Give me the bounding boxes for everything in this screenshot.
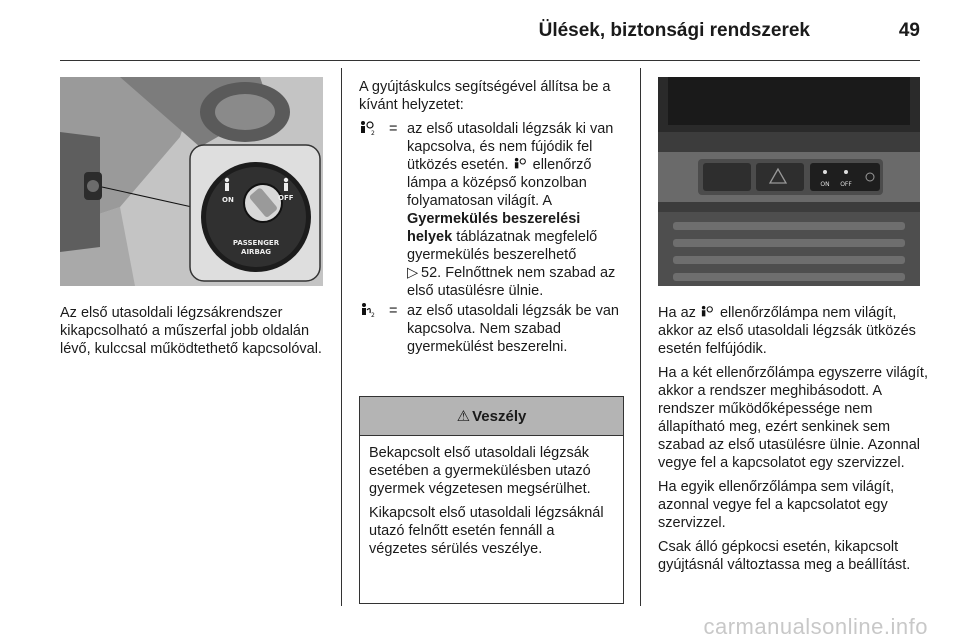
page-number: 49 bbox=[898, 20, 920, 41]
airbag-on-icon bbox=[225, 178, 229, 191]
indicator-item-airbag-off bbox=[359, 120, 629, 300]
svg-text:2: 2 bbox=[371, 130, 375, 136]
console-panel-illustration bbox=[658, 77, 920, 286]
airbag-switch-photo bbox=[60, 77, 323, 286]
column-divider bbox=[341, 68, 342, 606]
col3-paragraph-4: Csak álló gépkocsi esetén, kikapcsolt gyújtásnál változtassa meg a beállítást. bbox=[658, 539, 911, 573]
console-panel-photo bbox=[658, 77, 920, 286]
switch-passenger-label: PASSENGER bbox=[232, 239, 280, 247]
watermark: carmanualsonline.info bbox=[703, 614, 928, 639]
header-rule bbox=[60, 60, 920, 61]
airbag-off-inline-icon bbox=[513, 157, 529, 171]
airbag-off-symbol-icon bbox=[359, 120, 377, 136]
airbag-switch-illustration bbox=[60, 77, 323, 286]
panel-on-label: ON bbox=[820, 181, 830, 188]
panel-off-label: OFF bbox=[840, 181, 852, 188]
danger-paragraph-1: Bekapcsolt első utasoldali légzsák esetében a gyermekülésben utazó gyermek végzetesen megsérülhet. bbox=[369, 445, 591, 497]
equals-sign: = bbox=[389, 121, 398, 137]
col3-paragraph-1 bbox=[658, 304, 928, 358]
warning-triangle-icon: ⚠ bbox=[456, 407, 471, 425]
switch-off-label: OFF bbox=[278, 194, 294, 202]
col3-p1-start: Ha az bbox=[658, 305, 696, 321]
col3-p1-rest: ellenőrzőlámpa nem világít, akkor az első utasoldali légzsák ütközés esetén felfújódik. bbox=[658, 305, 916, 357]
danger-warning-box bbox=[359, 396, 624, 604]
item1-bold-link[interactable]: Gyermekülés beszerelési helyek bbox=[407, 211, 581, 245]
danger-paragraph-2: Kikapcsolt első utasoldali légzsáknál utazó felnőtt esetén fennáll a végzetes sérülés veszélye. bbox=[369, 505, 604, 557]
item1-text-a: az első utasoldali légzsák ki van kapcsolva, és nem fújódik fel ütközés esetén. bbox=[407, 121, 614, 173]
page-header-title: Ülések, biztonsági rendszerek bbox=[538, 20, 810, 41]
airbag-off-icon bbox=[284, 178, 288, 191]
indicator-item-airbag-on bbox=[359, 302, 629, 356]
airbag-on-symbol-icon bbox=[359, 302, 377, 318]
danger-title: Veszély bbox=[472, 407, 527, 425]
switch-on-label: ON bbox=[222, 196, 234, 204]
column-divider bbox=[640, 68, 641, 606]
switch-airbag-label: AIRBAG bbox=[241, 248, 271, 256]
page-ref-icon: ▷ bbox=[407, 265, 419, 281]
col3-paragraph-3: Ha egyik ellenőrzőlámpa sem világít, azonnal vegye fel a kapcsolatot egy szervizzel. bbox=[658, 479, 895, 531]
svg-text:2: 2 bbox=[371, 312, 375, 318]
equals-sign: = bbox=[389, 303, 398, 319]
col3-paragraph-2: Ha a két ellenőrzőlámpa egyszerre világít, akkor a rendszer meghibásodott. A rendszer működőképessége nem állapítható meg, ezért senkinek sem szabad az első utasülésre ülnie. Azonnal vegye fel a kapcsolatot egy szervizzel. bbox=[658, 365, 928, 471]
item2-text: az első utasoldali légzsák be van kapcsolva. Nem szabad gyermekülést beszerelni. bbox=[407, 303, 619, 355]
danger-header bbox=[360, 397, 623, 436]
airbag-off-inline-icon bbox=[700, 305, 716, 319]
item1-text-c: táblázatnak megfelelő gyermekülés beszerelhető bbox=[407, 229, 598, 263]
col2-intro: A gyújtáskulcs segítségével állítsa be a kívánt helyzetet: bbox=[359, 79, 611, 113]
col1-caption: Az első utasoldali légzsákrendszer kikapcsolható a műszerfal jobb oldalán lévő, kulccsal működtethető kapcsolóval. bbox=[60, 305, 322, 357]
item1-text-b: ellenőrző lámpa a középső konzolban folyamatosan világít. A bbox=[407, 157, 592, 209]
item1-ref[interactable]: 52. Felnőttnek nem szabad az első utasülésre ülnie. bbox=[407, 265, 616, 299]
